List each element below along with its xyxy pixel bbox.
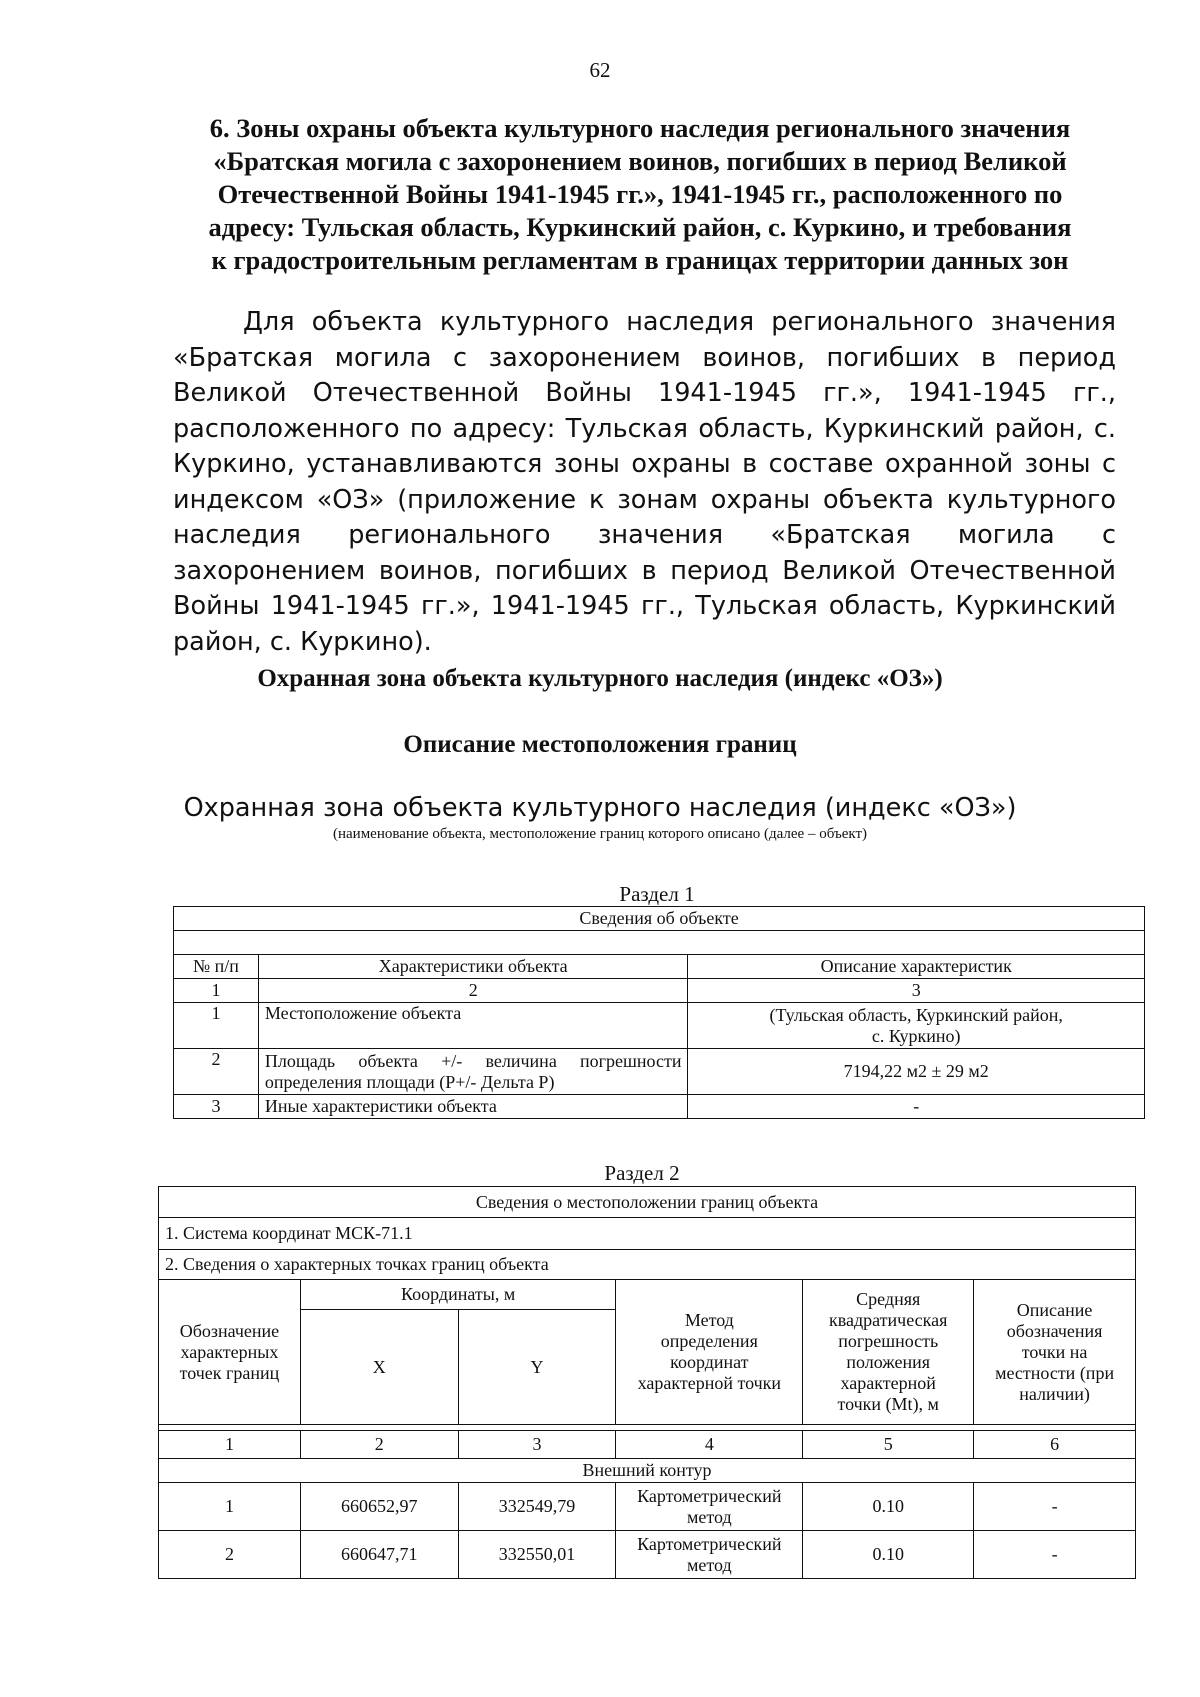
description-subheading: Описание местоположения границ (403, 731, 797, 758)
table1-header-num: № п/п (174, 955, 259, 979)
intro-paragraph: Для объекта культурного наследия регионального значения «Братская могила с захоронением воинов, погибших в период Великой Отечественной Войны 1941-1945 гг.», 1941-1945 гг., расположенного по адресу: Тульская область, Куркинский район, с. Куркино, устанавливаются зоны охраны в составе охранной зоны с индексом «ОЗ» (приложение к зонам охраны объекта культурного наследия регионального значения «Братская могила с захоронением воинов, погибших в период Великой Отечественной Войны 1941-1945 гг.», 1941-1945 гг., Тульская область, Куркинский район, с. Куркино). (173, 307, 1116, 657)
header-line: координат (670, 1352, 749, 1372)
point-error: 0.10 (803, 1483, 974, 1531)
point-method (616, 1531, 803, 1579)
table-row (174, 1095, 1145, 1119)
method-line: Картометрический (637, 1485, 782, 1506)
coordinate-system: 1. Система координат МСК-71.1 (159, 1218, 1136, 1250)
row-value-line: с. Куркино) (871, 1025, 961, 1046)
row-num: 1 (174, 1003, 259, 1049)
row-characteristic: Иные характеристики объекта (258, 1095, 688, 1119)
header-line: характерной (840, 1373, 936, 1393)
row-characteristic-line: Площадь объекта +/- величина погрешности (264, 1050, 682, 1071)
point-x: 660652,97 (300, 1483, 458, 1531)
header-line: обозначения (1006, 1320, 1103, 1341)
header-line: местности (при (995, 1362, 1115, 1383)
page-number: 62 (589, 58, 611, 82)
header-line: характерной точки (637, 1373, 782, 1393)
header-line: Метод (684, 1310, 734, 1330)
point-id: 2 (159, 1531, 301, 1579)
header-designation (159, 1280, 301, 1425)
header-line: квадратическая (829, 1310, 948, 1330)
header-line: Обозначение (179, 1320, 280, 1341)
section-heading (150, 112, 1130, 277)
point-y: 332550,01 (458, 1531, 616, 1579)
object-info-table (173, 906, 1145, 1119)
table2-numbering-cell: 3 (458, 1431, 616, 1459)
contour-label: Внешний контур (159, 1459, 1136, 1483)
header-line: положения (846, 1352, 931, 1372)
row-characteristic (258, 1049, 688, 1095)
row-value: - (688, 1095, 1145, 1119)
header-coordinates: Координаты, м (300, 1280, 616, 1310)
header-line: характерных (180, 1341, 279, 1362)
point-description: - (974, 1531, 1136, 1579)
heading-line: 6. Зоны охраны объекта культурного наследия регионального значения (209, 113, 1071, 143)
header-line: Средняя (856, 1289, 921, 1309)
row-num: 3 (174, 1095, 259, 1119)
header-y: Y (458, 1310, 616, 1425)
row-value (688, 1003, 1145, 1049)
header-line: точки на (1021, 1341, 1088, 1362)
table2-numbering-cell: 4 (616, 1431, 803, 1459)
table1-header-characteristic: Характеристики объекта (258, 955, 688, 979)
point-method (616, 1483, 803, 1531)
table-row (159, 1531, 1136, 1579)
table1-numbering-cell: 3 (688, 979, 1145, 1003)
header-line: точек границ (179, 1362, 280, 1383)
row-num: 2 (174, 1049, 259, 1095)
heading-line: Отечественной Войны 1941-1945 гг.», 1941-1945 гг., расположенного по (217, 179, 1063, 209)
section1-label: Раздел 1 (619, 882, 695, 906)
table1-header-description: Описание характеристик (688, 955, 1145, 979)
table2-title: Сведения о местоположении границ объекта (159, 1187, 1136, 1218)
header-line: точки (Mt), м (837, 1394, 939, 1414)
zone-subheading: Охранная зона объекта культурного наследия (индекс «ОЗ») (257, 665, 943, 692)
section2-label: Раздел 2 (604, 1161, 680, 1185)
method-line: метод (687, 1506, 732, 1527)
method-line: метод (687, 1554, 732, 1575)
point-x: 660647,71 (300, 1531, 458, 1579)
point-description: - (974, 1483, 1136, 1531)
row-value-line: (Тульская область, Куркинский район, (769, 1004, 1063, 1025)
table1-numbering-cell: 2 (258, 979, 688, 1003)
table1-numbering-cell: 1 (174, 979, 259, 1003)
table-row (174, 1003, 1145, 1049)
points-title: 2. Сведения о характерных точках границ объекта (159, 1250, 1136, 1280)
point-id: 1 (159, 1483, 301, 1531)
table-row (159, 1483, 1136, 1531)
table2-numbering-cell: 2 (300, 1431, 458, 1459)
object-caption: (наименование объекта, местоположение границ которого описано (далее – объект) (332, 826, 868, 842)
table1-title: Сведения об объекте (174, 907, 1145, 931)
header-error (803, 1280, 974, 1425)
header-x: X (300, 1310, 458, 1425)
point-error: 0.10 (803, 1531, 974, 1579)
header-line: Описание (1016, 1299, 1093, 1320)
heading-line: к градостроительным регламентам в границах территории данных зон (211, 245, 1069, 275)
point-y: 332549,79 (458, 1483, 616, 1531)
header-line: определения (660, 1331, 758, 1351)
object-name: Охранная зона объекта культурного наследия (индекс «ОЗ») (183, 793, 1017, 823)
table1-blank-row (174, 931, 1145, 955)
method-line: Картометрический (637, 1533, 782, 1554)
table2-numbering-cell: 5 (803, 1431, 974, 1459)
row-value: 7194,22 м2 ± 29 м2 (688, 1049, 1145, 1095)
boundary-points-table (158, 1186, 1136, 1579)
heading-line: «Братская могила с захоронением воинов, погибших в период Великой (213, 146, 1067, 176)
heading-line: адресу: Тульская область, Куркинский район, с. Куркино, и требования (208, 212, 1072, 242)
header-line: погрешность (838, 1331, 939, 1351)
table2-numbering-cell: 1 (159, 1431, 301, 1459)
table-row (174, 1049, 1145, 1095)
header-method (616, 1280, 803, 1425)
row-characteristic-line: определения площади (P+/- Дельта P) (264, 1071, 555, 1092)
header-line: наличии) (1019, 1383, 1090, 1404)
row-characteristic: Местоположение объекта (258, 1003, 688, 1049)
header-description (974, 1280, 1136, 1425)
table2-numbering-cell: 6 (974, 1431, 1136, 1459)
